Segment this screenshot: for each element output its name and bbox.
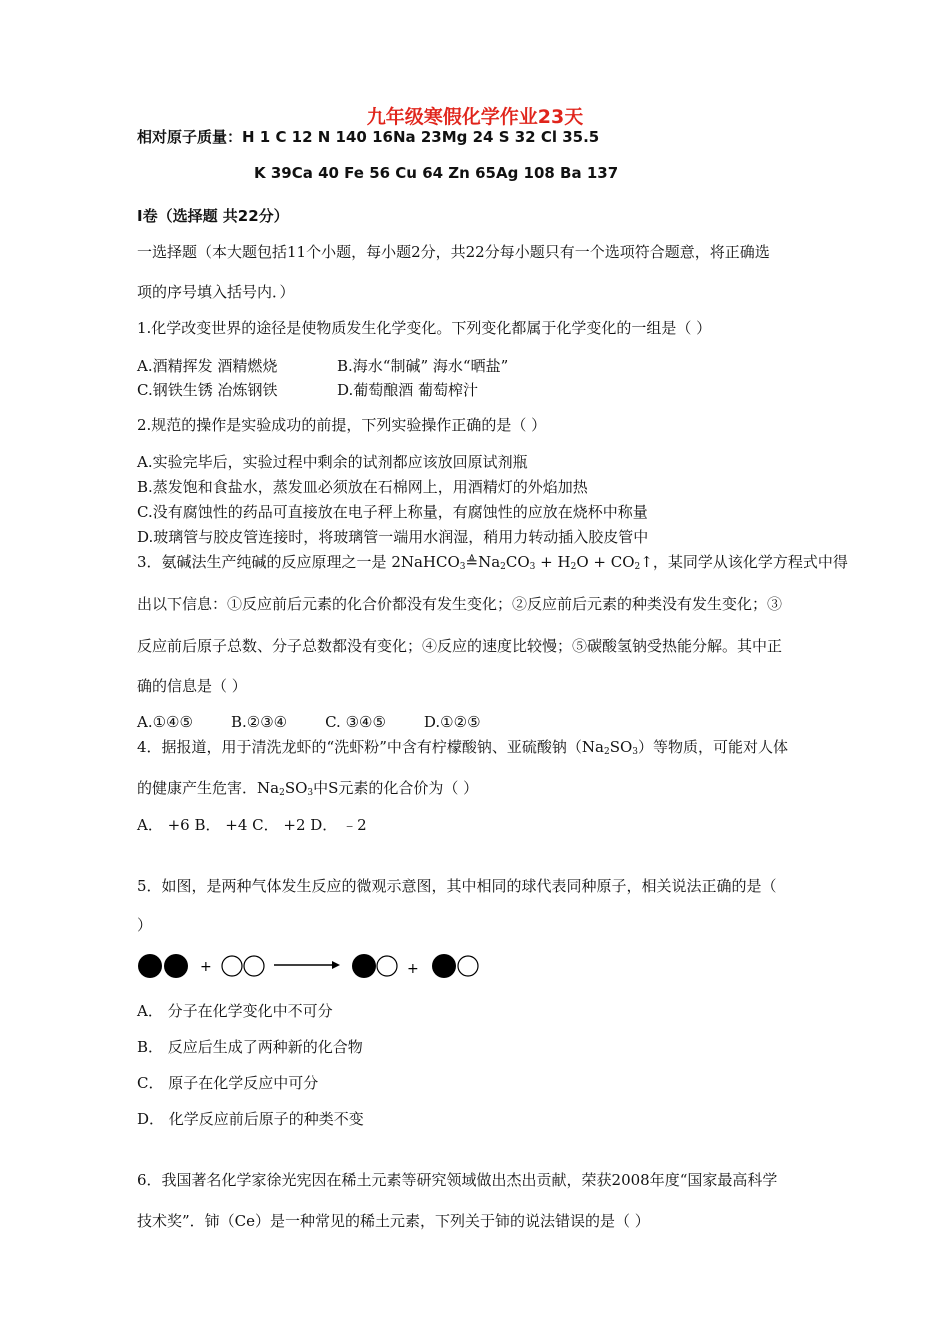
plus-sign: + — [407, 961, 419, 977]
atomic-mass-label: 相对原子质量： — [137, 128, 243, 146]
q4-stem-pre: 4．据报道，用于清洗龙虾的“洗虾粉”中含有柠檬酸钠、亚硫酸钠（Na — [137, 738, 604, 756]
q3-stem: 3．氨碱法生产纯碱的反应原理之一是 $2NaHCO_3≜Na_2CO_3 + H_2O$ + $CO_2↑$，某同学从该化学方程式中得 — [137, 553, 848, 572]
q5-option-d: D． 化学反应前后原子的种类不变 — [137, 1110, 364, 1128]
q4-line2-pre: 的健康产生危害．Na — [137, 779, 280, 797]
q1-option-b: B.海水“制碱” 海水“晒盐” — [337, 357, 509, 375]
q3-stem-pre: 3．氨碱法生产纯碱的反应原理之一是 2NaHCO — [137, 553, 460, 571]
q4-line2 — [137, 778, 478, 803]
white-molecule-icon — [222, 956, 264, 976]
q3-line2: 出以下信息：①反应前后元素的化合价都没有发生变化；②反应前后元素的种类没有发生变化；③ — [137, 595, 783, 613]
subscript: 2 — [279, 788, 285, 798]
subscript: 2 — [634, 562, 641, 572]
q2-option-d: D.玻璃管与胶皮管连接时，将玻璃管一端用水润湿，稍用力转动插入胶皮管中 — [137, 528, 649, 546]
q5-stem2: ） — [137, 916, 153, 934]
product-molecule-icon — [352, 954, 397, 978]
atomic-mass-values: H 1 C 12 N 140 16Na 23Mg 24 S 32 Cl 35.5 — [242, 128, 600, 146]
q3-option-c: C. ③④⑤ — [325, 713, 386, 731]
q3-option-b: B.②③④ — [230, 713, 288, 731]
q4-stem-post: ）等物质，可能对人体 — [638, 738, 789, 756]
section-title: I卷（选择题 共22分） — [137, 207, 289, 225]
q5-option-b: B． 反应后生成了两种新的化合物 — [137, 1038, 363, 1056]
subscript: 2 — [603, 747, 610, 757]
q3-option-d: D.①②⑤ — [423, 713, 481, 731]
q3-options — [137, 712, 481, 732]
subscript: 2 — [570, 562, 577, 572]
reaction-arrow-icon — [274, 961, 340, 969]
instruction-line2: 项的序号填入括号内．） — [137, 283, 295, 301]
q2-option-a: A.实验完毕后，实验过程中剩余的试剂都应该放回原试剂瓶 — [137, 453, 528, 471]
q5-stem: 5．如图，是两种气体发生反应的微观示意图，其中相同的球代表同种原子，相关说法正确的是（ — [137, 877, 777, 895]
q1-option-d: D.葡萄酿酒 葡萄榨汁 — [337, 381, 479, 399]
subscript: 3 — [307, 788, 314, 798]
q5-option-c: C． 原子在化学反应中可分 — [137, 1074, 319, 1092]
subscript: 3 — [632, 747, 638, 757]
q5-option-a: A． 分子在化学变化中不可分 — [137, 1002, 333, 1020]
plus-sign: + — [200, 959, 212, 975]
q3-eq-tail2: O + CO — [576, 553, 635, 571]
black-molecule-icon — [138, 954, 188, 978]
instruction-line1: 一选择题（本大题包括11个小题，每小题2分，共22分每小题只有一个选项符合题意，将正确选 — [137, 243, 770, 261]
q2-stem: 2.规范的操作是实验成功的前提，下列实验操作正确的是（ ） — [137, 416, 547, 434]
q1-option-c: C.钢铁生锈 冶炼钢铁 — [137, 381, 278, 399]
atomic-mass-line2: K 39Ca 40 Fe 56 Cu 64 Zn 65Ag 108 Ba 137 — [254, 164, 619, 182]
q4-stem-mid: SO — [609, 738, 633, 756]
q1-options-ab — [137, 356, 508, 376]
q1-stem: 1.化学改变世界的途径是使物质发生化学变化。下列变化都属于化学变化的一组是（ ） — [137, 319, 712, 337]
subscript: 3 — [459, 562, 466, 572]
subscript: 2 — [500, 562, 506, 572]
q2-option-b: B.蒸发饱和食盐水，蒸发皿必须放在石棉网上，用酒精灯的外焰加热 — [137, 478, 588, 496]
subscript: 3 — [529, 562, 536, 572]
q4-options: A． +6 B． +4 C． +2 D． ﹣2 — [137, 816, 367, 834]
q3-line4: 确的信息是（ ） — [137, 677, 247, 695]
atomic-mass-line1 — [137, 127, 599, 147]
q1-options-cd — [137, 380, 478, 400]
q3-eq-mid: ≜Na — [465, 553, 501, 571]
q2-option-c: C.没有腐蚀性的药品可直接放在电子秤上称量，有腐蚀性的应放在烧杯中称量 — [137, 503, 648, 521]
product-molecule-icon — [432, 954, 478, 978]
q3-eq-tail: + H — [535, 553, 571, 571]
q1-option-a: A.酒精挥发 酒精燃烧 — [137, 357, 278, 375]
q3-stem-post: ↑，某同学从该化学方程式中得 — [640, 553, 848, 571]
q6-stem: 6．我国著名化学家徐光宪因在稀土元素等研究领域做出杰出贡献，荣获2008年度“国家最高科学 — [137, 1171, 778, 1189]
q6-line2: 技术奖”．铈（Ce）是一种常见的稀土元素，下列关于铈的说法错误的是（ ） — [137, 1212, 650, 1230]
q4-stem — [137, 737, 788, 762]
q3-option-a: A.①④⑤ — [137, 713, 193, 731]
q3-line3: 反应前后原子总数、分子总数都没有变化；④反应的速度比较慢；⑤碳酸氢钠受热能分解。其中正 — [137, 637, 783, 655]
q4-line2-mid: SO — [284, 779, 308, 797]
reaction-diagram — [134, 948, 494, 988]
q4-line2-post: 中S元素的化合价为（ ） — [313, 779, 479, 797]
page-title: 九年级寒假化学作业23天 — [366, 106, 584, 128]
